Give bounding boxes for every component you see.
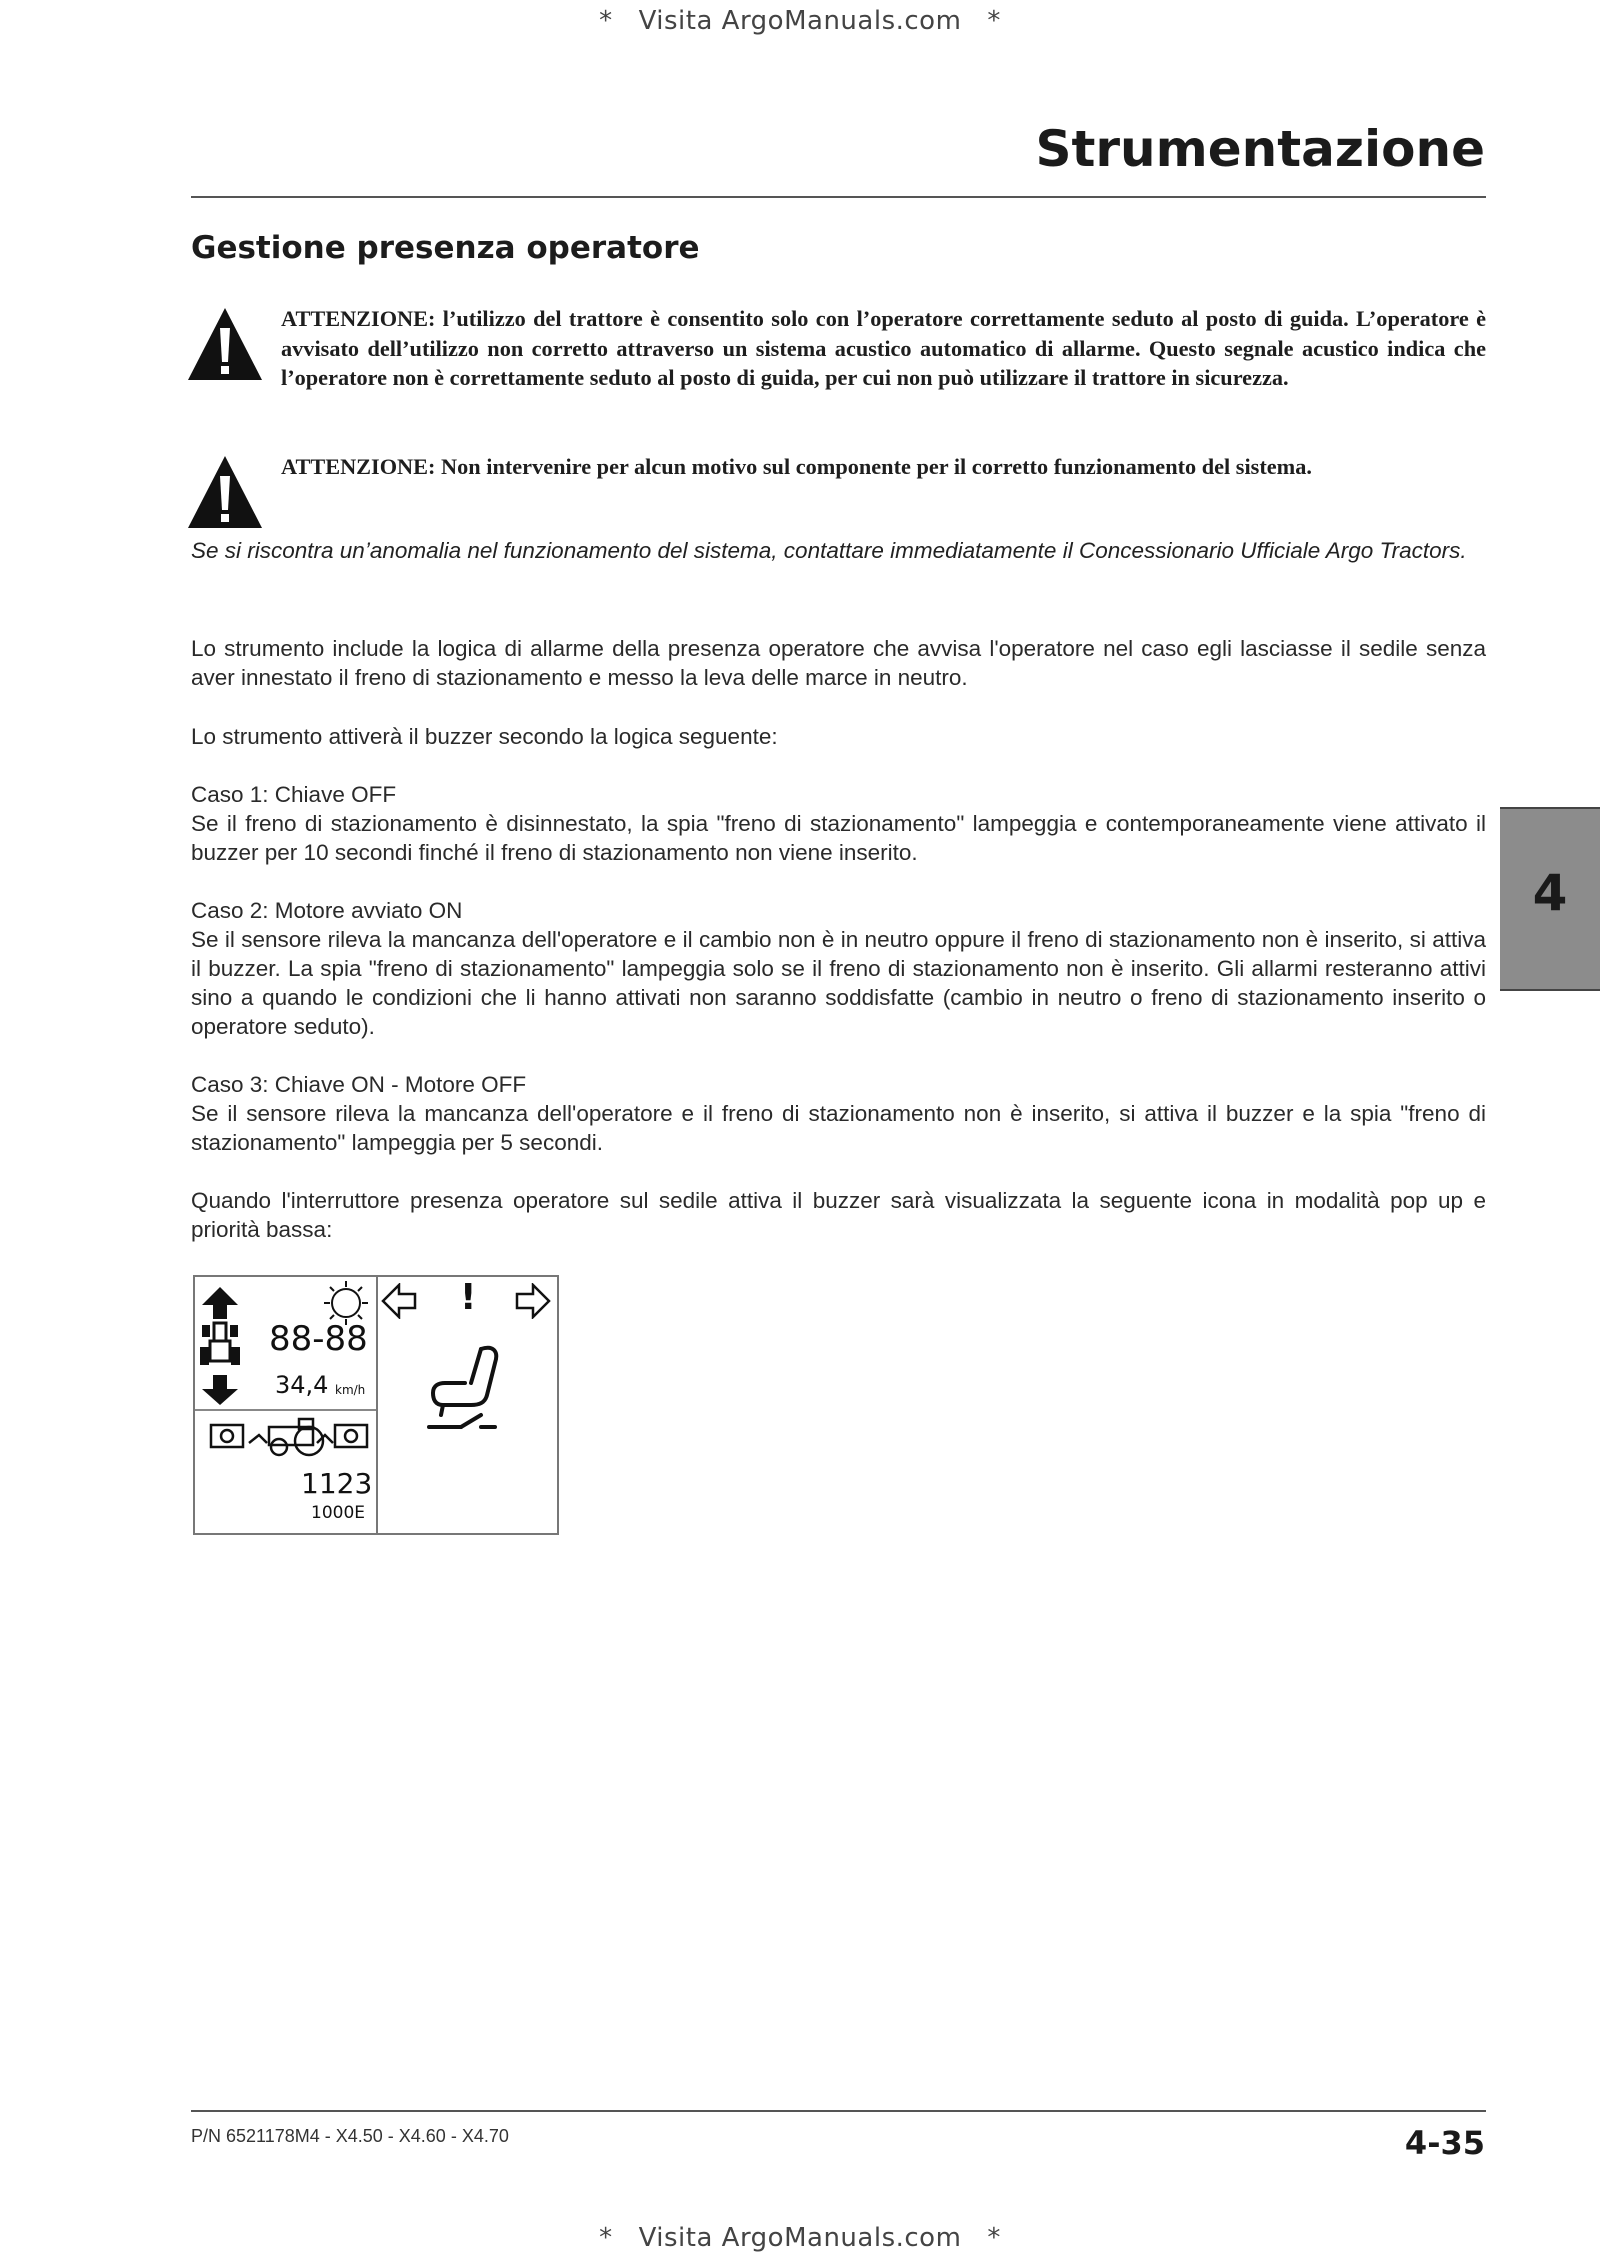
chapter-tab (1500, 807, 1600, 991)
logic-paragraph: Lo strumento attiverà il buzzer secondo la logica seguente: (191, 724, 778, 749)
case-2-title: Caso 2: Motore avviato ON (191, 898, 463, 923)
display-speed-unit: km/h (335, 1383, 366, 1397)
display-speed: 34,4 (275, 1371, 329, 1399)
bottom-watermark (0, 2223, 1600, 2253)
turn-right-arrow-icon (515, 1283, 551, 1319)
case-3-text: Se il sensore rileva la mancanza dell'operatore e il freno di stazionamento non è inserito, si attiva il buzzer e la spia "freno di stazionamento" lampeggia per 5 secondi. (191, 1101, 1486, 1155)
intro-paragraph: Lo strumento include la logica di allarme della presenza operatore che avvisa l'operatore nel caso egli lasciasse il sedile senza aver innestato il freno di stazionamento e messo la leva delle marce in neutro. (191, 636, 1486, 690)
operator-seat-icon (423, 1343, 519, 1443)
case-1 (191, 780, 1486, 867)
header-rule (191, 196, 1486, 198)
top-watermark (0, 6, 1600, 36)
display-divider (195, 1409, 376, 1411)
case-3 (191, 1070, 1486, 1157)
display-divider (376, 1277, 378, 1533)
popup-paragraph: Quando l'interruttore presenza operatore sul sedile attiva il buzzer sarà visualizzata la seguente icona in modalità pop up e priorità bassa: (191, 1188, 1486, 1242)
watermark-text: Visita ArgoManuals.com (638, 6, 962, 36)
instrument-display-figure (193, 1275, 559, 1535)
dealer-note: Se si riscontra un’anomalia nel funzionamento del sistema, contattare immediatamente il Concessionario Ufficiale Argo Tractors. (191, 538, 1467, 563)
arrow-down-icon (200, 1373, 240, 1407)
watermark-star: * (599, 6, 613, 36)
footer-rule (191, 2110, 1486, 2112)
watermark-text: Visita ArgoManuals.com (638, 2223, 962, 2253)
tractor-top-view-icon (200, 1321, 240, 1371)
warning-triangle-icon (186, 454, 264, 530)
arrow-up-icon (200, 1285, 240, 1321)
display-hours: 1123 (301, 1467, 373, 1500)
watermark-star: * (987, 2223, 1001, 2253)
tractor-pto-icon (209, 1415, 369, 1461)
case-1-title: Caso 1: Chiave OFF (191, 782, 397, 807)
chapter-number: 4 (1532, 864, 1568, 922)
case-3-title: Caso 3: Chiave ON - Motore OFF (191, 1072, 527, 1097)
warning-text-1: ATTENZIONE: l’utilizzo del trattore è consentito solo con l’operatore correttamente seduto al posto di guida. L’operatore è avvisato dell’utilizzo non corretto attraverso un sistema acustico automatico di allarme. Questo segnale acustico indica che l’operatore non è correttamente seduto al posto di guida, per cui non può utilizzare il trattore in sicurezza. (281, 306, 1486, 390)
case-1-text: Se il freno di stazionamento è disinnestato, la spia "freno di stazionamento" lampeggia e contemporaneamente viene attivato il buzzer per 10 secondi finché il freno di stazionamento non viene inserito. (191, 811, 1486, 865)
display-pto-mode: 1000E (311, 1503, 366, 1523)
watermark-star: * (987, 6, 1001, 36)
alert-mark: ! (460, 1277, 477, 1318)
case-2-text: Se il sensore rileva la mancanza dell'operatore e il cambio non è in neutro oppure il freno di stazionamento non è inserito, si attiva il buzzer. La spia "freno di stazionamento" lampeggia solo se il freno di stazionamento non è inserito. Gli allarmi resteranno attivi sino a quando le condizioni che li hanno attivati non saranno soddisfatte (cambio in neutro o freno di stazionamento inserito o operatore seduto). (191, 927, 1486, 1039)
case-2 (191, 896, 1486, 1041)
display-main-value: 88-88 (269, 1319, 368, 1359)
watermark-star: * (599, 2223, 613, 2253)
section-title: Gestione presenza operatore (191, 230, 700, 266)
warning-text-2: ATTENZIONE: Non intervenire per alcun motivo sul componente per il corretto funzionamento del sistema. (281, 454, 1312, 479)
page-title: Strumentazione (1035, 120, 1485, 178)
turn-left-arrow-icon (381, 1283, 417, 1319)
warning-triangle-icon (186, 306, 264, 382)
part-number: P/N 6521178M4 - X4.50 - X4.60 - X4.70 (191, 2126, 509, 2146)
page-number: 4-35 (1404, 2124, 1485, 2162)
